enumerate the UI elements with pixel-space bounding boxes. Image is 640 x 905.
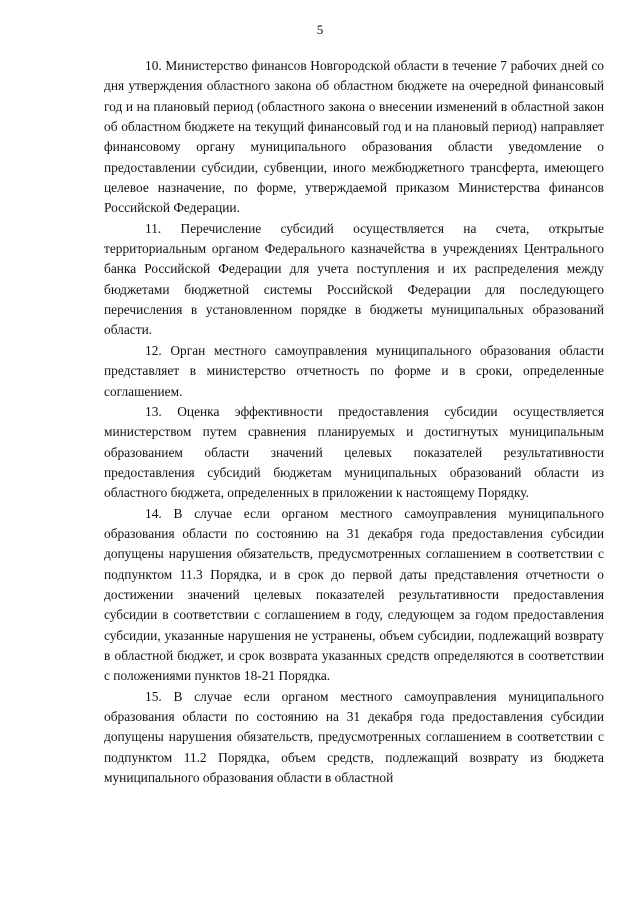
document-body	[104, 56, 604, 788]
paragraph-10: 10. Министерство финансов Новгородской области в течение 7 рабочих дней со дня утверждения областного закона об областном бюджете на очередной финансовый год и на плановый период (областного закона о внесении изменений в областной закон об областном бюджете на текущий финансовый год и на плановый период) направляет финансовому органу муниципального образования области уведомление о предоставлении субсидии, субвенции, иного межбюджетного трансферта, имеющего целевое назначение, по форме, утверждаемой приказом Министерства финансов Российской Федерации.	[104, 58, 604, 216]
paragraph-12: 12. Орган местного самоуправления муниципального образования области представляет в министерство отчетность по форме и в сроки, определенные соглашением.	[104, 342, 604, 399]
page-number: 5	[316, 22, 324, 37]
paragraph-13: 13. Оценка эффективности предоставления субсидии осуществляется министерством путем сравнения планируемых и достигнутых муниципальным образованием области значений целевых показателей результативности предоставления субсидий бюджетам муниципальных образований области из областного бюджета, определенных в приложении к настоящему Порядку.	[104, 403, 604, 501]
paragraph-14: 14. В случае если органом местного самоуправления муниципального образования области по состоянию на 31 декабря года предоставления субсидии допущены нарушения обязательств, предусмотренных соглашением в соответствии с подпунктом 11.3 Порядка, и в срок до первой даты представления отчетности о достижении значений целевых показателей результативности предоставления субсидии в соответствии с соглашением в году, следующем за годом предоставления субсидии, указанные нарушения не устранены, объем субсидии, подлежащий возврату в областной бюджет, и срок возврата указанных средств определяются в соответствии с положениями пунктов 18-21 Порядка.	[104, 505, 604, 684]
paragraph-11: 11. Перечисление субсидий осуществляется на счета, открытые территориальным органом Федерального казначейства в учреждениях Центрального банка Российской Федерации для учета поступления и их распределения между бюджетами бюджетной системы Российской Федерации для последующего перечисления в установленном порядке в бюджеты муниципальных образований области.	[104, 220, 604, 338]
paragraph-15: 15. В случае если органом местного самоуправления муниципального образования области по состоянию на 31 декабря года предоставления субсидии допущены нарушения обязательств, предусмотренных соглашением в соответствии с подпунктом 11.2 Порядка, объем средств, подлежащий возврату из бюджета муниципального образования области в областной	[104, 688, 604, 786]
